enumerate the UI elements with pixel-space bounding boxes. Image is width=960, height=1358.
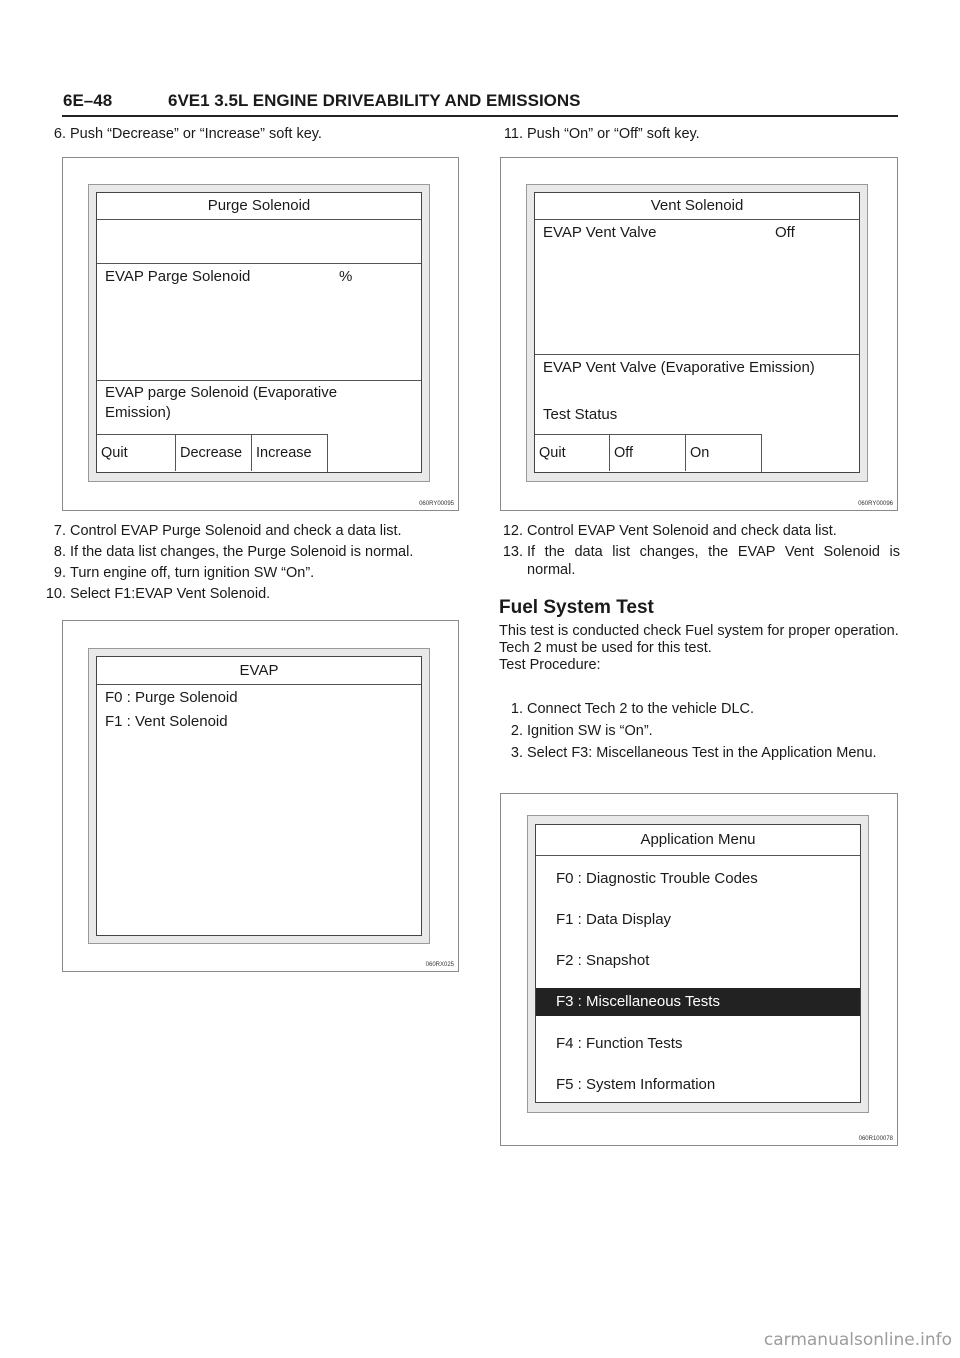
step-number: 1. (510, 701, 523, 717)
menu-item-f5[interactable]: F5 : System Information (556, 1076, 716, 1093)
screen-divider (535, 219, 859, 220)
menu-item-f0[interactable]: F0 : Diagnostic Trouble Codes (556, 870, 758, 887)
figure-code: 060R100078 (858, 1136, 893, 1142)
figure-code: 060RX025 (425, 962, 454, 968)
data-row-label: EVAP Parge Solenoid (105, 268, 251, 285)
description-line-2: Emission) (105, 404, 171, 421)
on-softkey[interactable]: On (685, 435, 761, 471)
screen-divider (97, 263, 421, 264)
screen-title: Application Menu (640, 831, 756, 848)
step-text: Select F1:EVAP Vent Solenoid. (70, 586, 271, 602)
menu-item-f4[interactable]: F4 : Function Tests (556, 1035, 683, 1052)
description-text: EVAP Vent Valve (Evaporative Emission) (543, 359, 815, 376)
softkey-bar (97, 434, 328, 472)
figure-vent-solenoid (500, 157, 898, 511)
screen-divider (97, 380, 421, 381)
step-number: 8. (53, 544, 66, 560)
step-9 (40, 564, 465, 582)
step-text: Push “On” or “Off” soft key. (527, 126, 700, 142)
decrease-softkey[interactable]: Decrease (175, 435, 251, 471)
screen-title: EVAP (239, 662, 279, 679)
procedure-step-2 (497, 722, 900, 740)
procedure-step-1 (497, 700, 900, 718)
step-number: 7. (53, 523, 66, 539)
procedure-step-3 (497, 744, 900, 762)
procedure-steps (497, 700, 900, 762)
tech2-display-panel (88, 648, 430, 944)
step-text: Control EVAP Vent Solenoid and check data list. (527, 523, 837, 539)
quit-softkey[interactable]: Quit (539, 445, 566, 461)
step-number: 13. (502, 544, 523, 560)
section-heading: Fuel System Test (499, 597, 654, 618)
screen-divider (536, 855, 860, 856)
step-text: Select F3: Miscellaneous Test in the Application Menu. (527, 745, 877, 761)
tech2-screen (534, 192, 860, 473)
softkey-bar (535, 434, 762, 472)
step-number: 11. (503, 126, 523, 142)
figure-code: 060RY00095 (419, 501, 454, 507)
quit-softkey[interactable]: Quit (101, 445, 128, 461)
increase-softkey[interactable]: Increase (251, 435, 327, 471)
steps-12-13 (497, 522, 900, 579)
tech2-display-panel (526, 184, 868, 482)
data-row-label: EVAP Vent Valve (543, 224, 657, 241)
test-status-label: Test Status (543, 406, 618, 423)
step-text: Turn engine off, turn ignition SW “On”. (70, 565, 315, 581)
step-number: 9. (53, 565, 66, 581)
figure-evap-menu (62, 620, 459, 972)
step-number: 12. (502, 523, 523, 539)
step-6 (40, 125, 322, 143)
step-text: Control EVAP Purge Solenoid and check a data list. (70, 523, 402, 539)
screen-title: Vent Solenoid (650, 197, 744, 214)
step-7 (40, 522, 465, 540)
figure-application-menu (500, 793, 898, 1146)
screen-title: Purge Solenoid (207, 197, 311, 214)
off-softkey[interactable]: Off (609, 435, 685, 471)
header-divider (62, 115, 898, 117)
data-row-value: Off (775, 224, 795, 241)
screen-divider (535, 354, 859, 355)
screen-divider (97, 219, 421, 220)
page-title: 6VE1 3.5L ENGINE DRIVEABILITY AND EMISSIONS (168, 91, 581, 110)
step-12 (497, 522, 900, 540)
tech2-screen (96, 192, 422, 473)
menu-item-f3-selected[interactable]: F3 : Miscellaneous Tests (536, 988, 860, 1016)
step-13 (497, 543, 900, 579)
menu-item-f1[interactable]: F1 : Data Display (556, 911, 672, 928)
tech2-screen (96, 656, 422, 936)
step-number: 6. (53, 126, 66, 142)
step-10 (40, 585, 465, 603)
watermark-text: carmanualsonline.info (763, 1330, 952, 1350)
step-text: Ignition SW is “On”. (527, 723, 653, 739)
screen-divider (97, 684, 421, 685)
tech2-display-panel (527, 815, 869, 1113)
menu-item-f0[interactable]: F0 : Purge Solenoid (105, 689, 238, 706)
steps-7-to-10 (40, 522, 465, 603)
step-11 (497, 125, 700, 143)
tech2-screen (535, 824, 861, 1103)
step-text: Push “Decrease” or “Increase” soft key. (70, 126, 322, 142)
description-line-1: EVAP parge Solenoid (Evaporative (105, 384, 338, 401)
step-text: Connect Tech 2 to the vehicle DLC. (527, 701, 755, 717)
step-text: If the data list changes, the Purge Solenoid is normal. (70, 544, 414, 560)
step-number: 10. (45, 586, 66, 602)
step-8 (40, 543, 465, 561)
menu-item-f1[interactable]: F1 : Vent Solenoid (105, 713, 228, 730)
figure-purge-solenoid (62, 157, 459, 511)
section-paragraph (499, 623, 899, 674)
paragraph-line: Test Procedure: (499, 657, 601, 673)
paragraph-line: This test is conducted check Fuel system for proper operation. (499, 623, 899, 639)
paragraph-line: Tech 2 must be used for this test. (499, 640, 712, 656)
tech2-display-panel (88, 184, 430, 482)
step-number: 3. (510, 745, 523, 761)
data-row-unit: % (339, 268, 353, 285)
step-text: If the data list changes, the EVAP Vent Solenoid is normal. (527, 544, 900, 578)
page-number: 6E–48 (63, 91, 113, 110)
figure-code: 060RY00096 (858, 501, 893, 507)
step-number: 2. (510, 723, 523, 739)
menu-item-f2[interactable]: F2 : Snapshot (556, 952, 650, 969)
